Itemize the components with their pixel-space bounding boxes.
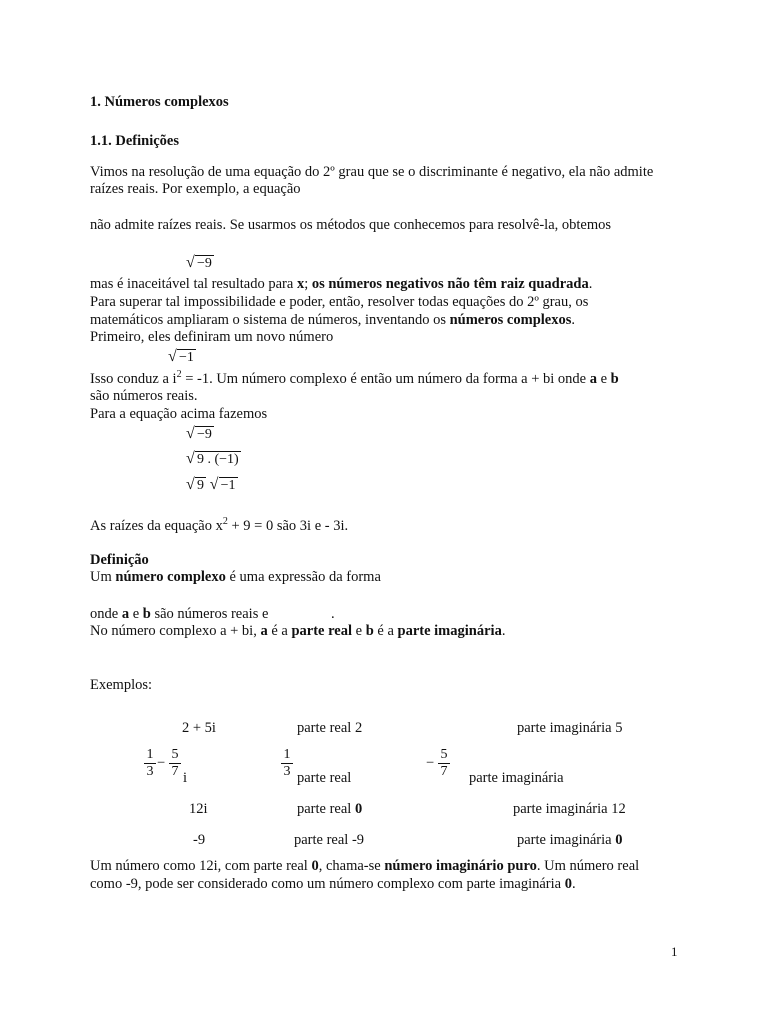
- equation-sqrt-product: √ 9 . (−1): [186, 450, 239, 467]
- paragraph-line: raízes reais. Por exemplo, a equação: [90, 181, 301, 197]
- example-expression: -9: [193, 832, 206, 848]
- equation-sqrt-minus-nine: √ −9: [186, 425, 212, 442]
- paragraph-line: No número complexo a + bi, a é a parte real e b é a parte imaginária.: [90, 623, 506, 639]
- sqrt-minus-one: √ −1: [168, 348, 194, 365]
- fraction-five-sevenths: $\frac{5}{7}$: [169, 747, 181, 780]
- examples-label: Exemplos:: [90, 677, 153, 693]
- paragraph-line: onde a e b são números reais e: [90, 606, 269, 622]
- fraction-five-sevenths: $\frac{5}{7}$: [438, 747, 450, 780]
- paragraph-line: são números reais.: [90, 388, 198, 404]
- fraction-one-third: $\frac{1}{3}$: [281, 747, 293, 780]
- paragraph-line: Primeiro, eles definiram um novo número: [90, 329, 334, 345]
- minus-sign: −: [426, 755, 435, 771]
- example-real-part: parte real -9: [294, 832, 365, 848]
- paragraph-line: mas é inaceitável tal resultado para x; os números negativos não têm raiz quadrada.: [90, 276, 593, 292]
- example-expression: 12i: [189, 801, 208, 817]
- example-imaginary-part: parte imaginária: [469, 770, 564, 786]
- fraction-one-third: $\frac{1}{3}$: [144, 747, 156, 780]
- example-expression: 2 + 5i: [182, 720, 216, 736]
- section-heading: 1. Números complexos: [90, 94, 229, 110]
- example-real-part: parte real 2: [297, 720, 363, 736]
- minus-sign: −: [157, 755, 166, 771]
- example-imaginary-part: parte imaginária 5: [517, 720, 623, 736]
- paragraph-line: matemáticos ampliaram o sistema de números, inventando os números complexos.: [90, 312, 575, 328]
- paragraph-line: Um número como 12i, com parte real 0, chama-se número imaginário puro. Um número real: [90, 858, 640, 874]
- paragraph-line: Vimos na resolução de uma equação do 2º grau que se o discriminante é negativo, ela não admite: [90, 164, 654, 180]
- example-imaginary-part: parte imaginária 0: [517, 832, 623, 848]
- paragraph-line: Um número complexo é uma expressão da forma: [90, 569, 381, 585]
- imaginary-unit: i: [183, 770, 188, 786]
- equation-sqrt-split: √ 9 √ −1: [186, 476, 236, 493]
- punctuation: .: [331, 606, 335, 622]
- paragraph-line: como -9, pode ser considerado como um número complexo com parte imaginária 0.: [90, 876, 576, 892]
- paragraph-line: não admite raízes reais. Se usarmos os métodos que conhecemos para resolvê-la, obtemos: [90, 217, 612, 233]
- page-number: 1: [671, 944, 678, 959]
- definition-title: Definição: [90, 552, 149, 568]
- paragraph-line: Para superar tal impossibilidade e poder, então, resolver todas equações do 2º grau, os: [90, 294, 589, 310]
- example-imaginary-part: parte imaginária 12: [513, 801, 626, 817]
- paragraph-line: As raízes da equação $x^2 + 9 = 0$ são 3i e - 3i.: [90, 516, 349, 534]
- subsection-heading: 1.1. Definições: [90, 133, 179, 149]
- sqrt-minus-nine: √ −9: [186, 254, 212, 271]
- paragraph-line: Para a equação acima fazemos: [90, 406, 268, 422]
- paragraph-line: Isso conduz a $i^2 = -1$. Um número complexo é então um número da forma a + bi onde a e b: [90, 369, 619, 387]
- example-real-part: parte real: [297, 770, 352, 786]
- example-real-part: parte real 0: [297, 801, 363, 817]
